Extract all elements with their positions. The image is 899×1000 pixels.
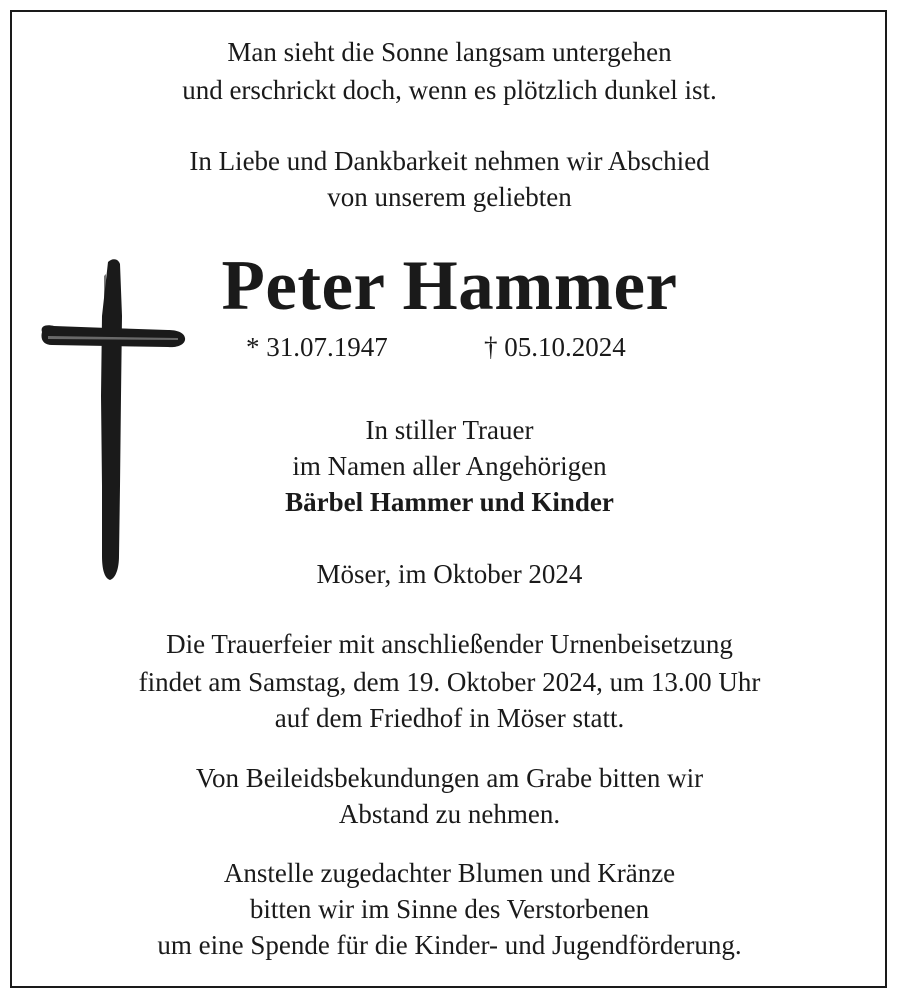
donation-line-1: Anstelle zugedachter Blumen und Kränze	[223, 858, 676, 888]
intro-line-2: von unserem geliebten	[327, 182, 572, 212]
service-line-2: findet am Samstag, dem 19. Oktober 2024, um 13.00 Uhr	[138, 667, 761, 697]
donation-line-2: bitten wir im Sinne des Verstorbenen	[249, 894, 650, 924]
donation-line-3: um eine Spende für die Kinder- und Jugendförderung.	[157, 930, 742, 960]
condolences-line-2: Abstand zu nehmen.	[338, 799, 561, 829]
death-date: † 05.10.2024	[484, 332, 626, 362]
service-line-3: auf dem Friedhof in Möser statt.	[274, 703, 625, 733]
condolences-line-1: Von Beileidsbekundungen am Grabe bitten wir	[195, 763, 704, 793]
verse-line-1: Man sieht die Sonne langsam untergehen	[227, 37, 672, 67]
verse-line-2: und erschrickt doch, wenn es plötzlich dunkel ist.	[182, 75, 717, 105]
deceased-name: Peter Hammer	[221, 247, 678, 325]
service-line-1: Die Trauerfeier mit anschließender Urnenbeisetzung	[166, 629, 733, 659]
place-date: Möser, im Oktober 2024	[316, 559, 583, 589]
mourners-line-1: In stiller Trauer	[365, 415, 534, 445]
mourners-names: Bärbel Hammer und Kinder	[285, 487, 614, 517]
mourners-line-2: im Namen aller Angehörigen	[292, 451, 607, 481]
intro-line-1: In Liebe und Dankbarkeit nehmen wir Abschied	[189, 146, 710, 176]
birth-date: * 31.07.1947	[246, 332, 388, 362]
